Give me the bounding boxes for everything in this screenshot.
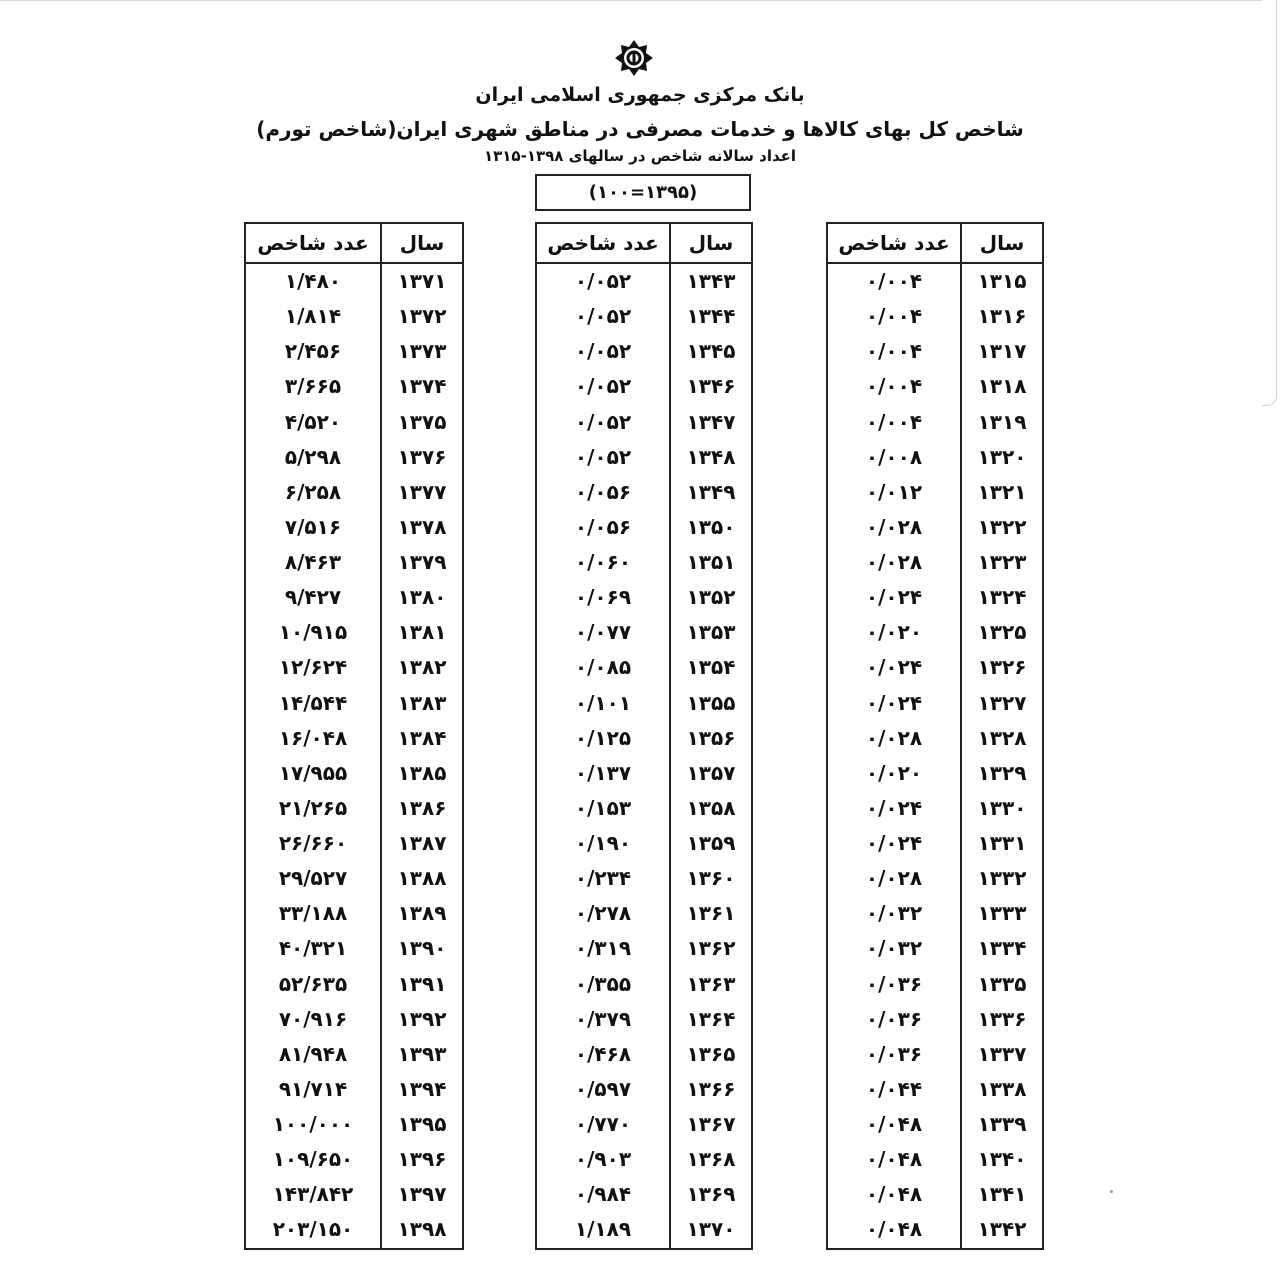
index-value-cell: ۰/۰۳۲ xyxy=(865,901,923,926)
index-value-cell: ۰/۰۲۰ xyxy=(865,620,923,645)
index-value-cell: ۰/۰۰۸ xyxy=(865,444,923,469)
index-value-cell: ۰/۰۰۴ xyxy=(865,374,923,399)
base-year-box: (۱۳۹۵=۱۰۰) xyxy=(535,174,751,211)
year-cell: ۱۳۸۴ xyxy=(397,725,447,750)
year-cell: ۱۳۴۶ xyxy=(686,374,736,399)
table-body xyxy=(537,264,751,1248)
year-cell: ۱۳۵۴ xyxy=(686,655,736,680)
index-value-cell: ۳/۶۶۵ xyxy=(284,374,342,399)
year-cell: ۱۳۹۵ xyxy=(397,1112,447,1136)
index-value-cell: ۰/۰۱۲ xyxy=(865,479,923,504)
index-value-cell: ۰/۰۵۲ xyxy=(574,444,632,469)
index-value-cell: ۰/۵۹۷ xyxy=(574,1076,632,1101)
index-value-cell: ۷/۵۱۶ xyxy=(284,514,342,539)
year-cell: ۱۳۹۰ xyxy=(397,936,447,961)
index-value-cell: ۰/۴۶۸ xyxy=(574,1041,632,1066)
year-cell: ۱۳۷۱ xyxy=(397,269,447,293)
index-value-cell: ۰/۰۵۲ xyxy=(574,374,632,399)
year-cell: ۱۳۵۶ xyxy=(686,725,736,750)
year-cell: ۱۳۳۰ xyxy=(977,795,1027,820)
year-cell: ۱۳۸۹ xyxy=(397,901,447,926)
index-value-cell: ۱/۸۱۴ xyxy=(284,304,342,329)
index-value-cell: ۰/۰۸۵ xyxy=(574,655,632,680)
index-value-cell: ۱۰۰/۰۰۰ xyxy=(272,1112,354,1136)
year-cell: ۱۳۷۸ xyxy=(397,514,447,539)
year-cell: ۱۳۶۱ xyxy=(686,901,736,926)
year-cell: ۱۳۴۲ xyxy=(977,1217,1027,1242)
year-cell: ۱۳۹۶ xyxy=(397,1147,447,1172)
index-value-cell: ۱۰/۹۱۵ xyxy=(278,620,348,645)
index-value-cell: ۰/۱۲۵ xyxy=(574,725,632,750)
year-cell: ۱۳۳۱ xyxy=(977,831,1027,855)
index-value-cell: ۰/۰۵۲ xyxy=(574,339,632,364)
index-value-cell: ۹۱/۷۱۴ xyxy=(278,1076,348,1101)
year-cell: ۱۳۶۵ xyxy=(686,1041,736,1066)
year-cell: ۱۳۴۱ xyxy=(977,1182,1027,1207)
year-cell: ۱۳۲۸ xyxy=(977,725,1027,750)
year-cell: ۱۳۶۰ xyxy=(686,866,736,891)
index-value-cell: ۰/۰۲۰ xyxy=(865,760,923,785)
index-value-cell: ۰/۰۲۸ xyxy=(865,514,923,539)
year-cell: ۱۳۵۲ xyxy=(686,585,736,610)
year-cell: ۱۳۲۶ xyxy=(977,655,1027,680)
year-column xyxy=(669,264,751,1248)
year-cell: ۱۳۵۵ xyxy=(686,690,736,715)
index-table-1315-1342 xyxy=(826,222,1044,1250)
table-body xyxy=(246,264,462,1248)
index-value-cell: ۰/۰۵۶ xyxy=(574,479,632,504)
index-value-cell: ۰/۰۳۶ xyxy=(865,1006,923,1031)
year-cell: ۱۳۷۹ xyxy=(397,550,447,574)
index-column-header: عدد شاخص xyxy=(838,231,950,255)
year-cell: ۱۳۷۷ xyxy=(397,479,447,504)
index-value-cell: ۴/۵۲۰ xyxy=(284,409,342,434)
year-cell: ۱۳۱۷ xyxy=(977,339,1027,364)
index-value-cell: ۰/۲۳۴ xyxy=(574,866,632,891)
index-value-cell: ۰/۰۷۷ xyxy=(574,620,632,645)
index-value-cell: ۰/۱۵۳ xyxy=(574,795,632,820)
table-header xyxy=(246,224,462,264)
central-bank-emblem-icon xyxy=(612,38,656,78)
year-cell: ۱۳۶۶ xyxy=(686,1076,736,1101)
index-column-header: عدد شاخص xyxy=(257,231,369,255)
index-value-cell: ۰/۰۴۴ xyxy=(865,1076,923,1101)
year-cell: ۱۳۸۶ xyxy=(397,795,447,820)
year-cell: ۱۳۴۸ xyxy=(686,444,736,469)
index-value-cell: ۰/۳۷۹ xyxy=(574,1006,632,1031)
year-column-header: سال xyxy=(669,224,751,262)
year-cell: ۱۳۹۱ xyxy=(397,971,447,996)
year-cell: ۱۳۵۳ xyxy=(686,620,736,645)
year-cell: ۱۳۸۸ xyxy=(397,866,447,891)
year-cell: ۱۳۹۷ xyxy=(397,1182,447,1207)
year-cell: ۱۳۲۱ xyxy=(977,479,1027,504)
year-cell: ۱۳۲۴ xyxy=(977,585,1027,610)
index-value-cell: ۲۰۳/۱۵۰ xyxy=(272,1217,354,1242)
year-cell: ۱۳۲۰ xyxy=(977,444,1027,469)
index-value-cell: ۳۳/۱۸۸ xyxy=(278,901,348,926)
top-border xyxy=(0,0,1262,1)
year-cell: ۱۳۴۰ xyxy=(977,1147,1027,1172)
table-body xyxy=(828,264,1042,1248)
scrollbar-edge xyxy=(1262,0,1277,406)
year-cell: ۱۳۵۱ xyxy=(686,550,736,574)
table-header xyxy=(828,224,1042,264)
index-value-cell: ۲/۴۵۶ xyxy=(284,339,342,364)
index-value-cell: ۰/۲۷۸ xyxy=(574,901,632,926)
index-table-1343-1370 xyxy=(535,222,753,1250)
scan-speck xyxy=(1110,1190,1113,1193)
index-value-cell: ۰/۰۶۰ xyxy=(574,550,632,574)
year-cell: ۱۳۹۳ xyxy=(397,1041,447,1066)
year-cell: ۱۳۴۵ xyxy=(686,339,736,364)
year-cell: ۱۳۷۳ xyxy=(397,339,447,364)
index-value-cell: ۹/۴۲۷ xyxy=(284,585,342,610)
year-cell: ۱۳۸۲ xyxy=(397,655,447,680)
year-cell: ۱۳۵۸ xyxy=(686,795,736,820)
index-value-cell: ۸۱/۹۴۸ xyxy=(278,1041,348,1066)
year-cell: ۱۳۷۶ xyxy=(397,444,447,469)
index-value-cell: ۰/۰۲۸ xyxy=(865,866,923,891)
index-value-cell: ۰/۰۴۸ xyxy=(865,1217,923,1242)
year-cell: ۱۳۴۷ xyxy=(686,409,736,434)
page-title: شاخص کل بهای کالاها و خدمات مصرفی در مناطق شهری ایران(شاخص تورم) xyxy=(256,117,1024,141)
year-cell: ۱۳۹۲ xyxy=(397,1006,447,1031)
index-value-cell: ۵۲/۶۳۵ xyxy=(278,971,348,996)
year-cell: ۱۳۲۲ xyxy=(977,514,1027,539)
index-value-cell: ۸/۴۶۳ xyxy=(284,550,342,574)
year-cell: ۱۳۳۳ xyxy=(977,901,1027,926)
index-value-cell: ۰/۰۰۴ xyxy=(865,339,923,364)
index-value-cell: ۰/۱۹۰ xyxy=(574,831,632,855)
index-column-header: عدد شاخص xyxy=(547,231,659,255)
index-value-cell: ۰/۰۲۴ xyxy=(865,655,923,680)
index-value-cell: ۱۲/۶۲۴ xyxy=(278,655,348,680)
year-cell: ۱۳۶۴ xyxy=(686,1006,736,1031)
year-cell: ۱۳۳۷ xyxy=(977,1041,1027,1066)
index-value-cell: ۰/۳۵۵ xyxy=(574,971,632,996)
year-column-header: سال xyxy=(380,224,462,262)
index-value-cell: ۰/۰۰۴ xyxy=(865,304,923,329)
index-value-cell: ۱۶/۰۴۸ xyxy=(278,725,348,750)
index-value-cell: ۰/۰۶۹ xyxy=(574,585,632,610)
year-cell: ۱۳۶۹ xyxy=(686,1182,736,1207)
year-cell: ۱۳۲۷ xyxy=(977,690,1027,715)
index-value-cell: ۰/۰۳۲ xyxy=(865,936,923,961)
year-cell: ۱۳۹۸ xyxy=(397,1217,447,1242)
year-cell: ۱۳۹۴ xyxy=(397,1076,447,1101)
index-value-cell: ۲۶/۶۶۰ xyxy=(278,831,348,855)
index-value-cell: ۰/۰۵۲ xyxy=(574,409,632,434)
index-value-cell: ۰/۰۲۴ xyxy=(865,795,923,820)
year-cell: ۱۳۱۶ xyxy=(977,304,1027,329)
index-column xyxy=(246,264,380,1248)
index-value-cell: ۱۷/۹۵۵ xyxy=(278,760,348,785)
index-value-cell: ۷۰/۹۱۶ xyxy=(278,1006,348,1031)
index-value-cell: ۰/۰۲۴ xyxy=(865,690,923,715)
index-table-1371-1398 xyxy=(244,222,464,1250)
year-cell: ۱۳۷۲ xyxy=(397,304,447,329)
page-subtitle: اعداد سالانه شاخص در سالهای ۱۳۹۸-۱۳۱۵ xyxy=(483,147,797,165)
index-value-cell: ۱/۴۸۰ xyxy=(284,269,342,293)
index-value-cell: ۰/۱۳۷ xyxy=(574,760,632,785)
year-cell: ۱۳۸۷ xyxy=(397,831,447,855)
index-value-cell: ۱۴۳/۸۴۲ xyxy=(272,1182,354,1207)
year-column xyxy=(960,264,1042,1248)
year-cell: ۱۳۱۸ xyxy=(977,374,1027,399)
index-value-cell: ۰/۰۵۶ xyxy=(574,514,632,539)
year-cell: ۱۳۱۹ xyxy=(977,409,1027,434)
year-cell: ۱۳۸۰ xyxy=(397,585,447,610)
index-value-cell: ۰/۰۳۶ xyxy=(865,1041,923,1066)
year-cell: ۱۳۳۴ xyxy=(977,936,1027,961)
index-value-cell: ۰/۰۲۸ xyxy=(865,550,923,574)
index-value-cell: ۴۰/۳۲۱ xyxy=(278,936,348,961)
year-cell: ۱۳۷۴ xyxy=(397,374,447,399)
year-cell: ۱۳۷۰ xyxy=(686,1217,736,1242)
index-value-cell: ۱۴/۵۴۴ xyxy=(278,690,348,715)
year-cell: ۱۳۲۹ xyxy=(977,760,1027,785)
index-value-cell: ۰/۰۵۲ xyxy=(574,269,632,293)
index-value-cell: ۰/۰۲۴ xyxy=(865,585,923,610)
year-cell: ۱۳۶۳ xyxy=(686,971,736,996)
year-cell: ۱۳۵۹ xyxy=(686,831,736,855)
year-cell: ۱۳۳۹ xyxy=(977,1112,1027,1136)
index-value-cell: ۵/۲۹۸ xyxy=(284,444,342,469)
year-cell: ۱۳۴۳ xyxy=(686,269,736,293)
index-value-cell: ۰/۰۰۴ xyxy=(865,269,923,293)
year-cell: ۱۳۱۵ xyxy=(977,269,1027,293)
year-cell: ۱۳۳۵ xyxy=(977,971,1027,996)
index-value-cell: ۰/۰۴۸ xyxy=(865,1147,923,1172)
year-cell: ۱۳۳۸ xyxy=(977,1076,1027,1101)
index-value-cell: ۰/۰۴۸ xyxy=(865,1182,923,1207)
index-value-cell: ۰/۳۱۹ xyxy=(574,936,632,961)
index-value-cell: ۰/۰۲۴ xyxy=(865,831,923,855)
index-value-cell: ۰/۰۰۴ xyxy=(865,409,923,434)
year-cell: ۱۳۸۵ xyxy=(397,760,447,785)
index-value-cell: ۰/۹۰۳ xyxy=(574,1147,632,1172)
bank-name: بانک مرکزی جمهوری اسلامی ایران xyxy=(475,84,805,106)
year-column-header: سال xyxy=(960,224,1042,262)
table-header xyxy=(537,224,751,264)
index-value-cell: ۰/۰۴۸ xyxy=(865,1112,923,1136)
year-column xyxy=(380,264,462,1248)
year-cell: ۱۳۸۳ xyxy=(397,690,447,715)
index-value-cell: ۰/۹۸۴ xyxy=(574,1182,632,1207)
year-cell: ۱۳۴۴ xyxy=(686,304,736,329)
index-value-cell: ۲۹/۵۲۷ xyxy=(278,866,348,891)
index-value-cell: ۰/۷۷۰ xyxy=(574,1112,632,1136)
index-value-cell: ۱/۱۸۹ xyxy=(574,1217,632,1242)
year-cell: ۱۳۳۶ xyxy=(977,1006,1027,1031)
index-value-cell: ۱۰۹/۶۵۰ xyxy=(272,1147,354,1172)
index-value-cell: ۶/۲۵۸ xyxy=(284,479,342,504)
year-cell: ۱۳۶۸ xyxy=(686,1147,736,1172)
index-value-cell: ۰/۰۲۸ xyxy=(865,725,923,750)
index-value-cell: ۲۱/۲۶۵ xyxy=(278,795,348,820)
year-cell: ۱۳۷۵ xyxy=(397,409,447,434)
year-cell: ۱۳۵۷ xyxy=(686,760,736,785)
index-column xyxy=(828,264,960,1248)
year-cell: ۱۳۴۹ xyxy=(686,479,736,504)
year-cell: ۱۳۳۲ xyxy=(977,866,1027,891)
year-cell: ۱۳۵۰ xyxy=(686,514,736,539)
index-value-cell: ۰/۰۵۲ xyxy=(574,304,632,329)
index-column xyxy=(537,264,669,1248)
year-cell: ۱۳۸۱ xyxy=(397,620,447,645)
year-cell: ۱۳۶۲ xyxy=(686,936,736,961)
year-cell: ۱۳۲۳ xyxy=(977,550,1027,574)
year-cell: ۱۳۲۵ xyxy=(977,620,1027,645)
index-value-cell: ۰/۰۳۶ xyxy=(865,971,923,996)
year-cell: ۱۳۶۷ xyxy=(686,1112,736,1136)
index-value-cell: ۰/۱۰۱ xyxy=(574,690,632,715)
